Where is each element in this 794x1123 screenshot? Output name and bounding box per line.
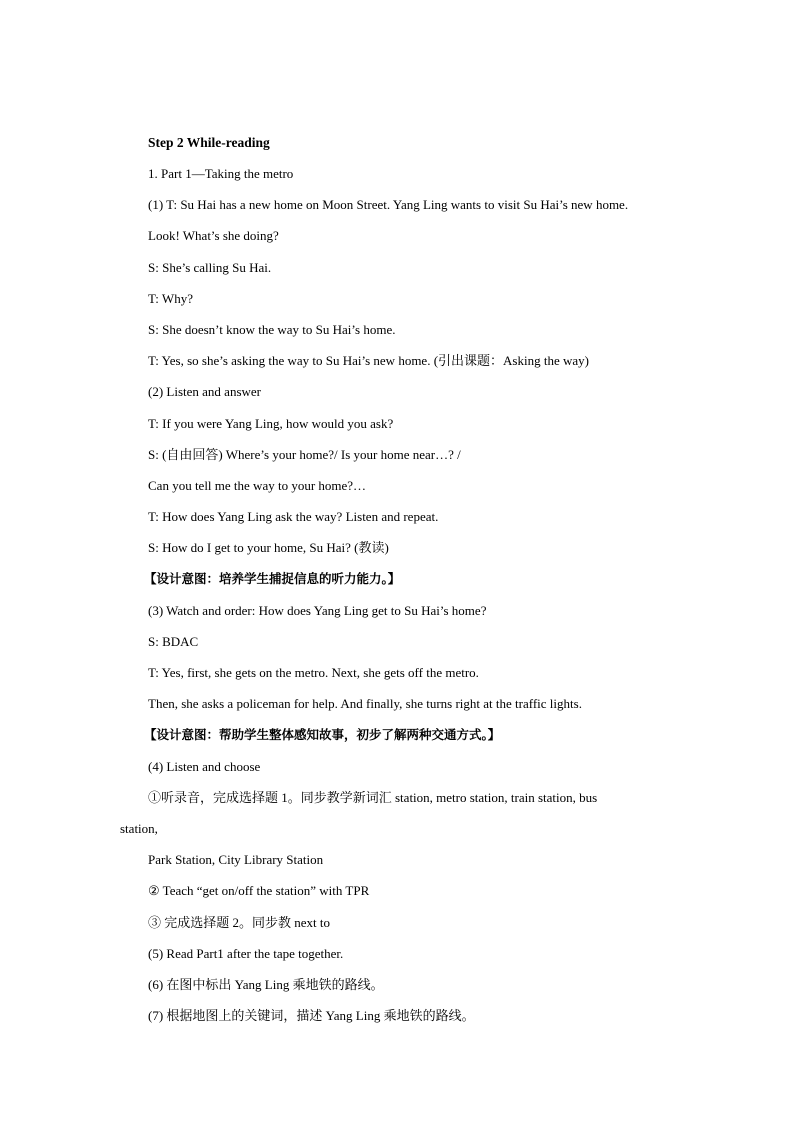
design-intent-note: 【设计意图：培养学生捕捉信息的听力能力。】: [144, 571, 401, 586]
paragraph-line: (1) T: Su Hai has a new home on Moon Street. Yang Ling wants to visit Su Hai’s new home.: [148, 197, 629, 212]
design-intent-note: 【设计意图：帮助学生整体感知故事，初步了解两种交通方式。】: [144, 727, 501, 742]
paragraph-line: S: She’s calling Su Hai.: [148, 260, 272, 275]
paragraph-line: S: How do I get to your home, Su Hai? (教读): [148, 540, 389, 555]
paragraph-line: (4) Listen and choose: [148, 759, 261, 774]
paragraph-line: ③ 完成选择题 2。同步教 next to: [148, 915, 330, 930]
paragraph-line: T: If you were Yang Ling, how would you ask?: [148, 416, 394, 431]
paragraph-line: (3) Watch and order: How does Yang Ling get to Su Hai’s home?: [148, 603, 487, 618]
paragraph-line: Can you tell me the way to your home?…: [148, 478, 367, 493]
paragraph-line: ①听录音，完成选择题 1。同步教学新词汇 station, metro station, train station, bus: [148, 790, 598, 805]
paragraph-line: T: How does Yang Ling ask the way? Listen and repeat.: [148, 509, 439, 524]
paragraph-line: S: (自由回答) Where’s your home?/ Is your home near…? /: [148, 447, 461, 462]
paragraph-line: (2) Listen and answer: [148, 384, 261, 399]
paragraph-line: S: She doesn’t know the way to Su Hai’s home.: [148, 322, 396, 337]
paragraph-line: S: BDAC: [148, 634, 199, 649]
part-title: 1. Part 1—Taking the metro: [148, 166, 294, 181]
paragraph-line: Look! What’s she doing?: [148, 228, 279, 243]
paragraph-line: T: Why?: [148, 291, 193, 306]
paragraph-line: (7) 根据地图上的关键词，描述 Yang Ling 乘地铁的路线。: [148, 1008, 475, 1023]
paragraph-line-continuation: station,: [120, 821, 158, 836]
paragraph-line: (5) Read Part1 after the tape together.: [148, 946, 344, 961]
paragraph-line: Then, she asks a policeman for help. And finally, she turns right at the traffic lights.: [148, 696, 582, 711]
paragraph-line: T: Yes, first, she gets on the metro. Next, she gets off the metro.: [148, 665, 479, 680]
paragraph-line: Park Station, City Library Station: [148, 852, 324, 867]
paragraph-line: (6) 在图中标出 Yang Ling 乘地铁的路线。: [148, 977, 384, 992]
paragraph-line: ② Teach “get on/off the station” with TPR: [148, 883, 370, 898]
section-heading: Step 2 While-reading: [148, 135, 270, 150]
paragraph-line: T: Yes, so she’s asking the way to Su Hai’s new home. (引出课题：Asking the way): [148, 353, 589, 368]
